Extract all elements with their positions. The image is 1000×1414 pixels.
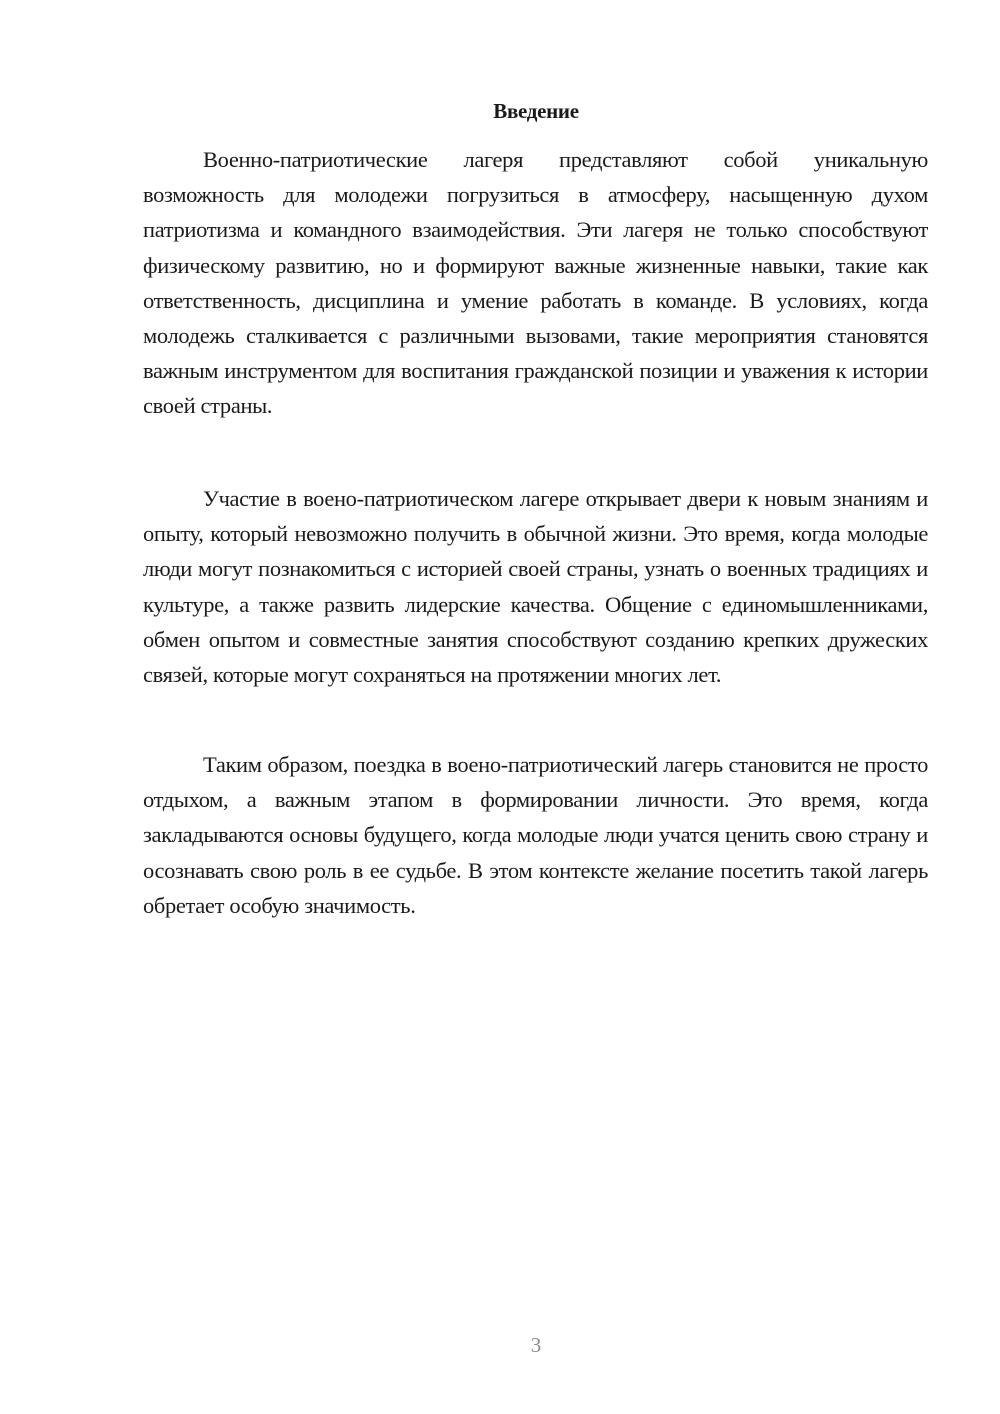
paragraph-1: Военно-патриотические лагеря представляют собой уникальную возможность для молодежи погрузиться в атмосферу, насыщенную духом патриотизма и командного взаимодействия. Эти лагеря не только способствуют физическому развитию, но и формируют важные жизненные навыки, такие как ответственность, дисциплина и умение работать в команде. В условиях, когда молодежь сталкивается с различными вызовами, такие мероприятия становятся важным инструментом для воспитания гражданской позиции и уважения к истории своей страны. <box>143 147 928 419</box>
page-number: 3 <box>530 1333 542 1357</box>
paragraph-2: Участие в воено-патриотическом лагере открывает двери к новым знаниям и опыту, который невозможно получить в обычной жизни. Это время, когда молодые люди могут познакомиться с историей своей страны, узнать о военных традициях и культуре, а также развить лидерские качества. Общение с единомышленниками, обмен опытом и совместные занятия способствуют созданию крепких дружеских связей, которые могут сохраняться на протяжении многих лет. <box>143 486 928 688</box>
section-heading: Введение <box>493 99 579 123</box>
paragraph-3: Таким образом, поездка в воено-патриотический лагерь становится не просто отдыхом, а важным этапом в формировании личности. Это время, когда закладываются основы будущего, когда молодые люди учатся ценить свою страну и осознавать свою роль в ее судьбе. В этом контексте желание посетить такой лагерь обретает особую значимость. <box>143 752 928 918</box>
